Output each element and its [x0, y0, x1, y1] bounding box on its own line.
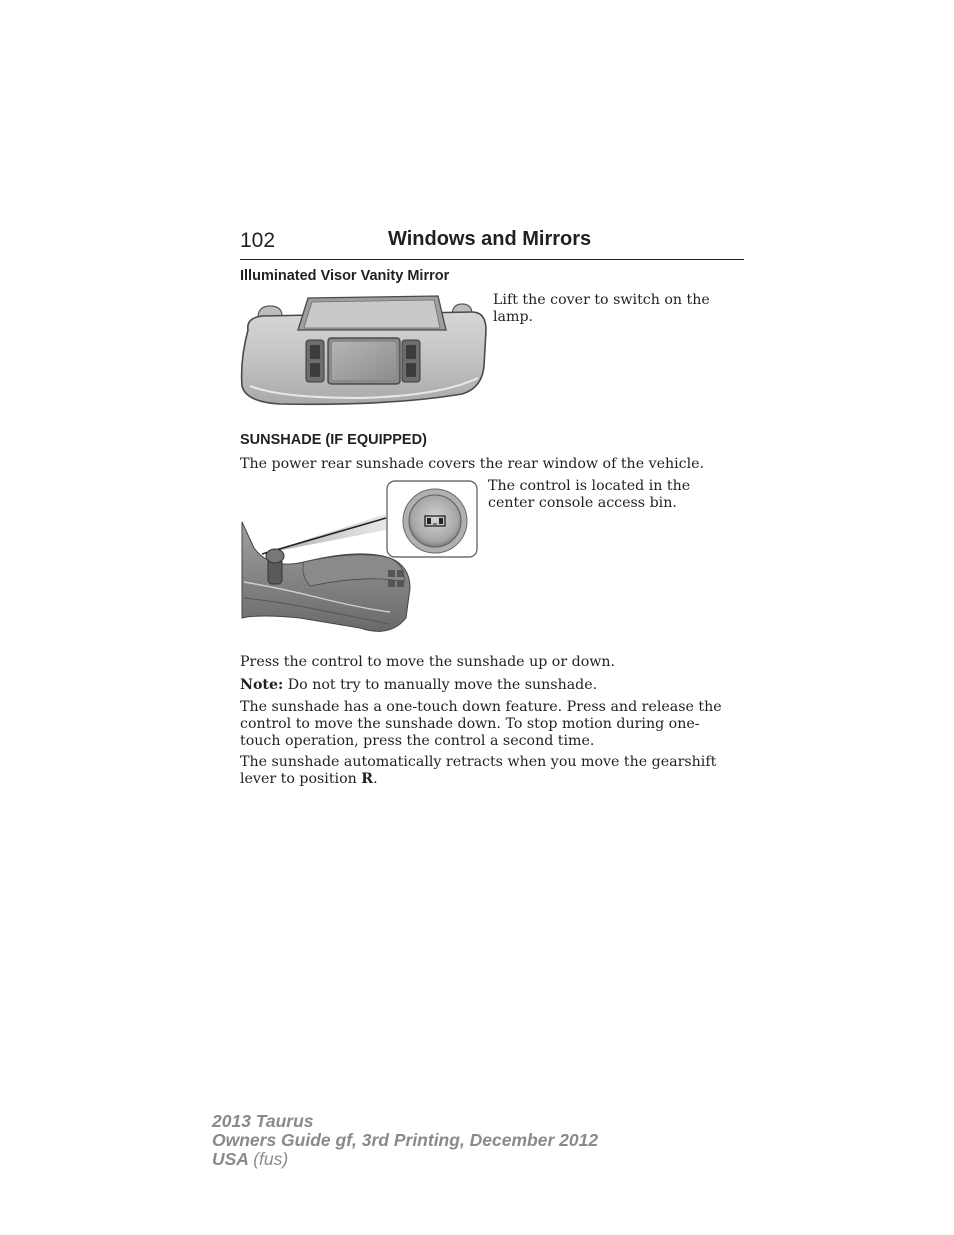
note-text: Do not try to manually move the sunshade. [287, 677, 598, 693]
note-paragraph [240, 677, 744, 694]
retract-paragraph [240, 754, 740, 788]
footer-model: 2013 Taurus [212, 1111, 314, 1131]
header-rule [240, 259, 744, 260]
visor-mirror-illustration [240, 290, 490, 408]
footer-market [212, 1150, 598, 1169]
sunshade-intro: The power rear sunshade covers the rear window of the vehicle. [240, 456, 705, 472]
visor-caption: Lift the cover to switch on the lamp. [493, 292, 710, 325]
gear-position-r: R [361, 771, 374, 787]
control-location-caption: The control is located in the center console access bin. [488, 478, 691, 511]
retract-text: The sunshade automatically retracts when you move the gearshift lever to position [240, 754, 717, 787]
sunshade-control-illustration [240, 478, 480, 642]
note-label: Note: [240, 677, 284, 693]
footer-edition: Owners Guide gf, 3rd Printing, December 2012 [212, 1130, 599, 1150]
one-touch-paragraph: The sunshade has a one-touch down feature. Press and release the control to move the sunshade down. To stop motion during one-touch operation, press the control a second time. [240, 699, 722, 749]
section-title: Windows and Mirrors [388, 228, 592, 250]
footer-region-code: (fus) [253, 1149, 289, 1169]
visor-heading: Illuminated Visor Vanity Mirror [240, 268, 450, 284]
sunshade-heading: SUNSHADE (IF EQUIPPED) [240, 432, 427, 448]
retract-period: . [373, 771, 378, 787]
page-number: 102 [240, 229, 276, 252]
footer-country: USA [212, 1149, 249, 1169]
press-control-text: Press the control to move the sunshade up or down. [240, 654, 616, 670]
document-footer [212, 1112, 598, 1169]
